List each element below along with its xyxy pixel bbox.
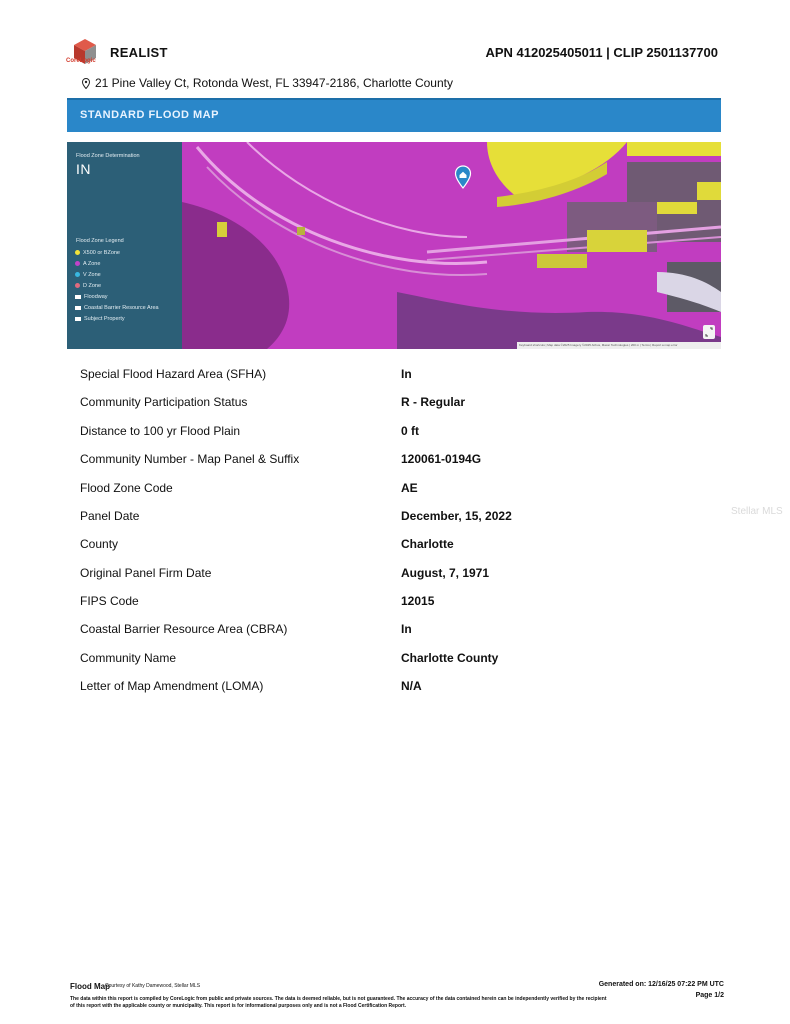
generated-timestamp: Generated on: 12/16/25 07:22 PM UTC: [598, 981, 724, 988]
mls-watermark: Stellar MLS: [731, 506, 783, 517]
detail-row-fips: [80, 594, 680, 614]
legend-label: Subject Property: [84, 316, 125, 322]
flood-zone-legend-panel: [67, 142, 182, 349]
detail-value: In: [401, 367, 412, 381]
flood-map[interactable]: [67, 142, 721, 349]
detail-value: 0 ft: [401, 424, 419, 438]
detail-label: Original Panel Firm Date: [80, 566, 212, 580]
yellow-dot-icon: [75, 250, 80, 255]
detail-label: County: [80, 537, 119, 551]
detail-label: Community Number - Map Panel & Suffix: [80, 452, 300, 466]
subject-property-marker-icon[interactable]: [454, 165, 472, 189]
determination-label: Flood Zone Determination: [76, 153, 140, 159]
detail-row-participation: [80, 395, 680, 415]
detail-label: Letter of Map Amendment (LOMA): [80, 679, 264, 693]
map-attribution[interactable]: Keyboard shortcuts | Map data ©2025 Imagery ©2025 Airbus, Maxar Technologies | 200 m | Terms | Report a map error: [519, 343, 678, 347]
detail-value: AE: [401, 481, 418, 495]
legend-item-cbra: [75, 305, 159, 311]
detail-label: Coastal Barrier Resource Area (CBRA): [80, 622, 288, 636]
legend-label: X500 or BZone: [83, 250, 120, 256]
legend-label: V Zone: [83, 272, 101, 278]
detail-value: December, 15, 2022: [401, 509, 512, 523]
legend-label: Floodway: [84, 294, 108, 300]
detail-label: Community Participation Status: [80, 395, 248, 409]
detail-row-cbra: [80, 622, 680, 642]
detail-row-county: [80, 537, 680, 557]
detail-value: Charlotte County: [401, 651, 499, 665]
detail-value: 12015: [401, 594, 435, 608]
detail-label: Special Flood Hazard Area (SFHA): [80, 367, 267, 381]
detail-value: Charlotte: [401, 537, 454, 551]
detail-row-panel-date: [80, 509, 680, 529]
detail-row-distance: [80, 424, 680, 444]
cyan-dot-icon: [75, 272, 80, 277]
legend-item-a-zone: [75, 261, 100, 267]
detail-value: August, 7, 1971: [401, 566, 490, 580]
magenta-dot-icon: [75, 261, 80, 266]
page-number: Page 1/2: [695, 992, 724, 999]
detail-label: FIPS Code: [80, 594, 139, 608]
property-address: 21 Pine Valley Ct, Rotonda West, FL 33947-2186, Charlotte County: [95, 76, 453, 90]
white-square-icon: [75, 317, 81, 321]
legend-item-d-zone: [75, 283, 101, 289]
legend-item-subject-property: [75, 316, 125, 322]
detail-row-sfha: [80, 367, 680, 387]
footer-courtesy: Courtesy of Kathy Damewood, Stellar MLS: [105, 983, 201, 989]
detail-row-community-number: [80, 452, 680, 472]
detail-value: In: [401, 622, 412, 636]
detail-row-firm-date: [80, 566, 680, 586]
footer-title: Flood Map: [70, 982, 110, 991]
detail-row-flood-zone-code: [80, 481, 680, 501]
determination-value: IN: [76, 161, 91, 177]
detail-row-community-name: [80, 651, 680, 671]
fullscreen-button[interactable]: [703, 325, 715, 339]
legend-label: Coastal Barrier Resource Area: [84, 305, 159, 311]
pink-dot-icon: [75, 283, 80, 288]
white-square-icon: [75, 306, 81, 310]
location-pin-icon: [82, 78, 90, 89]
logo-text: CoreLogic: [66, 58, 96, 64]
legend-item-v-zone: [75, 272, 101, 278]
detail-value: 120061-0194G: [401, 452, 482, 466]
footer-disclaimer: The data within this report is compiled by CoreLogic from public and private sources. The data is deemed reliable, but is not guaranteed. The accuracy of the data contained herein can be independently verified by the recipient of this report with the applicable county or municipality. This report is for informational purposes only and is not a Flood Certification Report.: [70, 996, 607, 1009]
white-square-icon: [75, 295, 81, 299]
apn-clip: APN 412025405011 | CLIP 2501137700: [485, 45, 718, 60]
detail-value: R - Regular: [401, 395, 466, 409]
section-title: STANDARD FLOOD MAP: [80, 109, 219, 121]
detail-label: Community Name: [80, 651, 177, 665]
detail-value: N/A: [401, 679, 422, 693]
detail-row-loma: [80, 679, 680, 699]
detail-label: Panel Date: [80, 509, 140, 523]
fullscreen-icon: [703, 325, 715, 339]
legend-title: Flood Zone Legend: [76, 238, 124, 244]
legend-label: A Zone: [83, 261, 101, 267]
property-address-row: [82, 76, 453, 90]
brand-name: REALIST: [110, 45, 168, 60]
detail-label: Distance to 100 yr Flood Plain: [80, 424, 241, 438]
legend-item-x500: [75, 250, 120, 256]
legend-label: D Zone: [83, 283, 102, 289]
detail-label: Flood Zone Code: [80, 481, 173, 495]
legend-item-floodway: [75, 294, 108, 300]
